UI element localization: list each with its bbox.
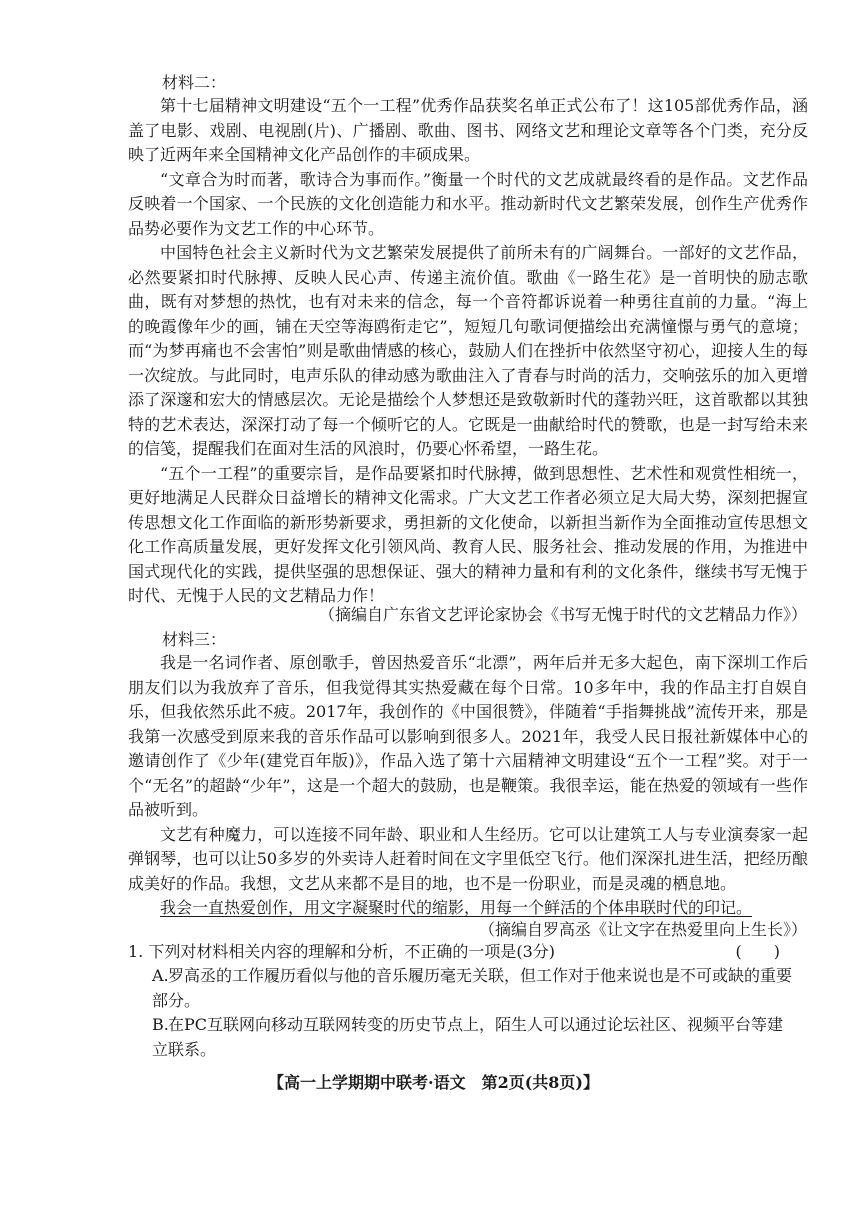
material-2-paragraph-3: 中国特色社会主义新时代为文艺繁荣发展提供了前所未有的广阔舞台。一部好的文艺作品，必然要紧扣时代脉搏、反映人民心声、传递主流价值。歌曲《一路生花》是一首明快的励志歌曲，既有对梦想的热忱，也有对未来的信念，每一个音符都诉说着一种勇往直前的力量。“海上的晚霞像年少的画，铺在天空等海鸥衔走它”，短短几句歌词便描绘出充满憧憬与勇气的意境；而“为梦再痛也不会害怕”则是歌曲情感的核心，鼓励人们在挫折中依然坚守初心，迎接人生的每一次绽放。与此同时，电声乐队的律动感为歌曲注入了青春与时尚的活力，交响弦乐的加入更增添了深邃和宏大的情感层次。无论是描绘个人梦想还是致敬新时代的蓬勃兴旺，这首歌都以其独特的艺术表达，深深打动了每一个倾听它的人。它既是一曲献给时代的赞歌，也是一封写给未来的信笺，提醒我们在面对生活的风浪时，仍要心怀希望，一路生花。 <box>128 243 808 458</box>
answer-bracket: ( ) <box>735 942 780 961</box>
material-2-heading: 材料二： <box>162 73 227 92</box>
material-3-paragraph-2: 文艺有种魔力，可以连接不同年龄、职业和人生经历。它可以让建筑工人与专业演奏家一起弹钢琴，也可以让50多岁的外卖诗人赶着时间在文字里低空飞行。他们深深扎进生活，把经历酿成美好的作品。我想，文艺从来都不是目的地，也不是一份职业，而是灵魂的栖息地。 <box>128 824 808 893</box>
question-1 <box>128 940 788 965</box>
material-3-body <box>128 651 808 921</box>
material-2-body <box>128 94 808 609</box>
material-3-heading: 材料三： <box>162 630 227 649</box>
option-a <box>152 964 797 1013</box>
material-3-paragraph-1: 我是一名词作者、原创歌手，曾因热爱音乐“北漂”，两年后并无多大起色，南下深圳工作后朋友们以为我放弃了音乐，但我觉得其实热爱藏在每个日常。10多年中，我的作品主打自娱自乐，但我依然乐此不疲。2017年，我创作的《中国很赞》，伴随着“手指舞挑战”流传开来，那是我第一次感受到原来我的音乐作品可以影响到很多人。2021年，我受人民日报社新媒体中心的邀请创作了《少年(建党百年版)》，作品入选了第十六届精神文明建设“五个一工程”奖。对于一个“无名”的超龄“少年”，这是一个超大的鼓励，也是鞭策。我很幸运，能在热爱的领域有一些作品被听到。 <box>128 653 808 819</box>
question-1-stem: 1. 下列对材料相关内容的理解和分析，不正确的一项是(3分) <box>128 942 556 961</box>
option-b-text: 在PC互联网向移动互联网转变的历史节点上，陌生人可以通过论坛社区、视频平台等建立联系。 <box>152 1015 784 1059</box>
page-footer: 【高一上学期期中联考·语文 第2页(共8页)】 <box>268 1073 599 1092</box>
material-3-source: （摘编自罗高丞《让文字在热爱里向上生长》） <box>478 920 807 939</box>
option-b-label: B. <box>152 1015 169 1034</box>
material-2-paragraph-4: “五个一工程”的重要宗旨，是作品要紧扣时代脉搏，做到思想性、艺术性和观赏性相统一，更好地满足人民群众日益增长的精神文化需求。广大文艺工作者必须立足大局大势，深刻把握宣传思想文化工作面临的新形势新要求，勇担新的文化使命，以新担当新作为全面推动宣传思想文化工作高质量发展，更好发挥文化引领风尚、教育人民、服务社会、推动发展的作用，为推进中国式现代化的实践，提供坚强的思想保证、强大的精神力量和有利的文化条件，继续书写无愧于时代、无愧于人民的文艺精品力作！ <box>128 463 808 605</box>
option-b <box>152 1013 797 1062</box>
material-2-paragraph-2: “文章合为时而著，歌诗合为事而作。”衡量一个时代的文艺成就最终看的是作品。文艺作品反映着一个国家、一个民族的文化创造能力和水平。推动新时代文艺繁荣发展，创作生产优秀作品势必要作为文艺工作的中心环节。 <box>128 169 808 238</box>
underlined-sentence: 我会一直热爱创作，用文字凝聚时代的缩影，用每一个鲜活的个体串联时代的印记。 <box>160 898 753 917</box>
material-2-paragraph-1: 第十七届精神文明建设“五个一工程”优秀作品获奖名单正式公布了！这105部优秀作品，涵盖了电影、戏剧、电视剧(片)、广播剧、歌曲、图书、网络文艺和理论文章等各个门类，充分反映了近两年来全国精神文化产品创作的丰硕成果。 <box>128 96 808 164</box>
option-a-label: A. <box>152 966 169 985</box>
material-2-source: （摘编自广东省文艺评论家协会《书写无愧于时代的文艺精品力作》） <box>318 605 807 624</box>
option-a-text: 罗高丞的工作履历看似与他的音乐履历毫无关联，但工作对于他来说也是不可或缺的重要部分。 <box>152 966 793 1010</box>
